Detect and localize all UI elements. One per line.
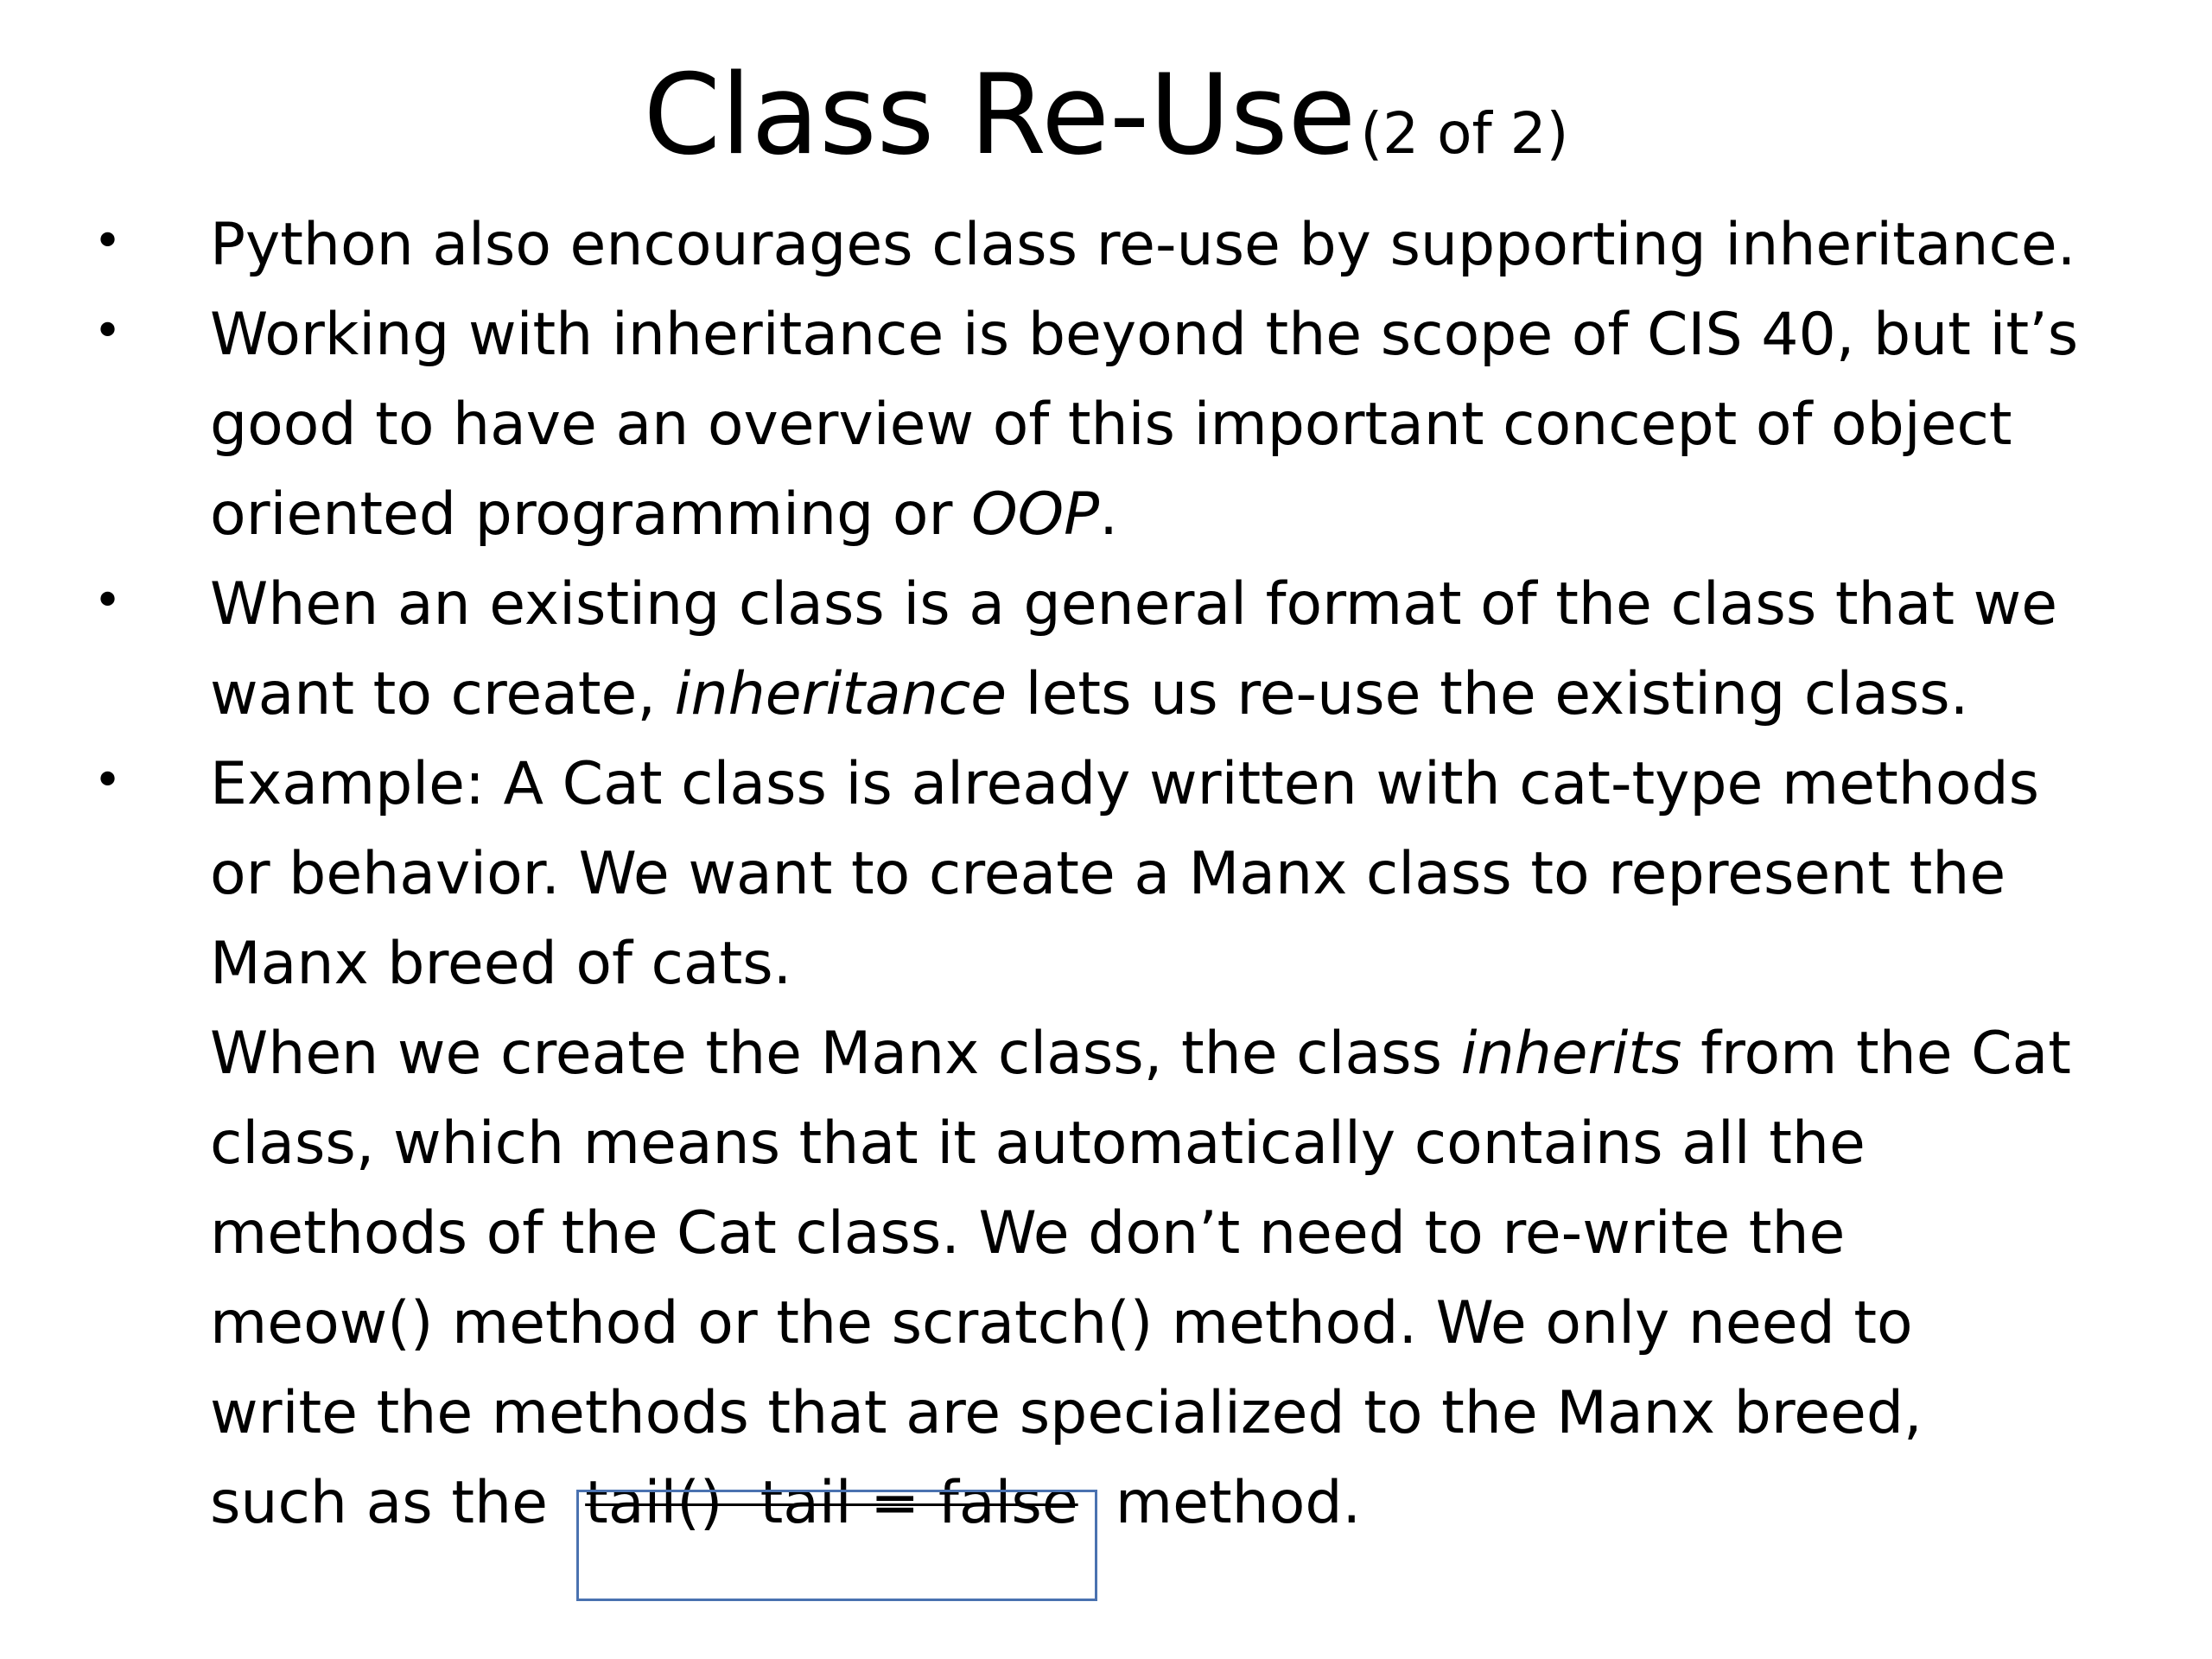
bullet-1: •	[93, 213, 123, 270]
body-line: When an existing class is a general format of the class that we	[210, 570, 2058, 639]
emphasis-oop: OOP	[971, 480, 1100, 549]
bullet-3: •	[93, 573, 123, 629]
empty-text-box[interactable]	[576, 1490, 1097, 1601]
body-line: class, which means that it automatically contains all the	[210, 1109, 1866, 1178]
body-line: Python also encourages class re-use by supporting inheritance.	[210, 211, 2076, 279]
slide-title	[0, 51, 2212, 180]
body-line: good to have an overview of this important concept of object	[210, 391, 2012, 459]
bullet-4: •	[93, 753, 123, 809]
body-text: .	[1099, 480, 1118, 549]
title-page-indicator: (2 of 2)	[1360, 100, 1569, 167]
body-line: or behavior. We want to create a Manx class to represent the	[210, 840, 2006, 908]
body-line: Working with inheritance is beyond the scope of CIS 40, but it’s	[210, 301, 2079, 369]
emphasis-inherits: inherits	[1460, 1020, 1682, 1088]
body-text: oriented programming or	[210, 480, 972, 549]
body-text: such as the	[210, 1469, 586, 1537]
body-text: want to create,	[210, 660, 675, 728]
body-line	[210, 1020, 2071, 1088]
body-text: method.	[1077, 1469, 1362, 1537]
body-line	[210, 480, 1118, 549]
emphasis-inheritance: inheritance	[674, 660, 1007, 728]
body-line: write the methods that are specialized to the Manx breed,	[210, 1379, 1923, 1447]
bullet-2: •	[93, 303, 123, 359]
body-line	[210, 660, 1969, 728]
body-text: When we create the Manx class, the class	[210, 1020, 1461, 1088]
body-line: Manx breed of cats.	[210, 930, 792, 998]
title-main: Class Re-Use	[643, 51, 1357, 180]
body-text: from the Cat	[1681, 1020, 2071, 1088]
body-line: meow() method or the scratch() method. We only need to	[210, 1289, 1913, 1357]
struck-method-text: tail() tail = false	[585, 1469, 1078, 1537]
body-line: methods of the Cat class. We don’t need to re-write the	[210, 1199, 1846, 1268]
body-text: lets us re-use the existing class.	[1007, 660, 1969, 728]
body-line: Example: A Cat class is already written with cat-type methods	[210, 750, 2040, 818]
